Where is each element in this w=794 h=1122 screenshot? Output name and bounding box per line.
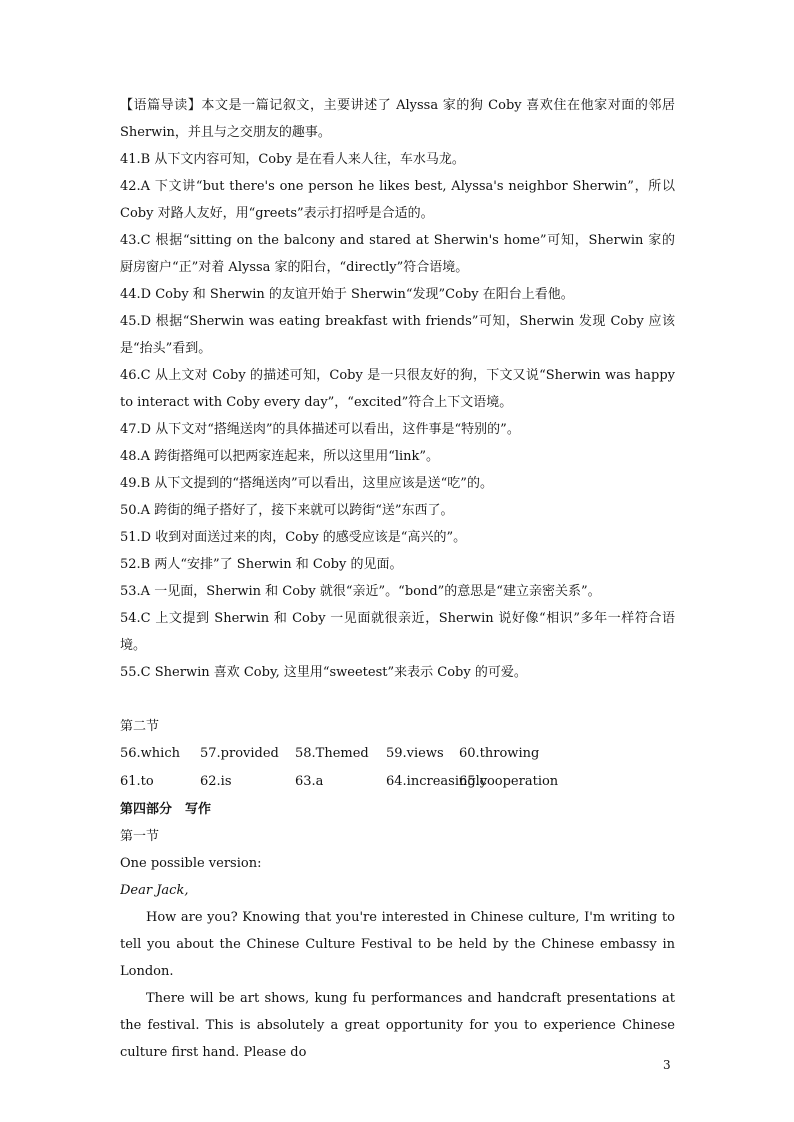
- essay-lead: One possible version:: [120, 856, 262, 871]
- answer-cell: 61.to: [120, 774, 154, 789]
- answer-item: 46.C 从上文对 Coby 的描述可知，Coby 是一只很友好的狗，下文又说“Sherwin was happy to interact with Coby every day”，“excited”符合上下文语境。: [120, 368, 675, 410]
- answer-cell: 65.cooperation: [459, 774, 559, 789]
- page-number: 3: [663, 1058, 671, 1072]
- essay-salutation: Dear Jack,: [120, 883, 189, 898]
- essay-paragraph: How are you? Knowing that you're interested in Chinese culture, I'm writing to tell you about the Chinese Culture Festival to be held by the Chinese embassy in London.: [120, 910, 675, 979]
- intro-heading: 【语篇导读】: [120, 98, 202, 113]
- reading-intro: [120, 92, 675, 146]
- section-two-title: 第二节: [120, 719, 160, 734]
- answer-item: 41.B 从下文内容可知，Coby 是在看人来人往，车水马龙。: [120, 152, 465, 167]
- answer-cell: 58.Themed: [295, 746, 369, 761]
- answer-item: 50.A 跨街的绳子搭好了，接下来就可以跨街“送”东西了。: [120, 503, 454, 518]
- section-two-answers: [120, 740, 675, 796]
- answer-cell: 62.is: [200, 774, 232, 789]
- answer-item: 43.C 根据“sitting on the balcony and stared at Sherwin's home”可知，Sherwin 家的厨房窗户“正”对着 Alyssa 家的阳台，“directly”符合语境。: [120, 233, 675, 275]
- answer-item: 42.A 下文讲“but there's one person he likes best, Alyssa's neighbor Sherwin”，所以 Coby 对路人友好，用“greets”表示打招呼是合适的。: [120, 179, 675, 221]
- answer-cell: 60.throwing: [459, 746, 540, 761]
- answer-cell: 63.a: [295, 774, 324, 789]
- answer-item: 53.A 一见面，Sherwin 和 Coby 就很“亲近”。“bond”的意思是“建立亲密关系”。: [120, 584, 601, 599]
- answer-item: 52.B 两人“安排”了 Sherwin 和 Coby 的见面。: [120, 557, 403, 572]
- section-one-title: 第一节: [120, 829, 160, 844]
- answer-cell: 59.views: [386, 746, 444, 761]
- answer-cell: 64.increasingly: [386, 774, 488, 789]
- essay-paragraph: There will be art shows, kung fu performances and handcraft presentations at the festival. This is absolutely a great opportunity for you to experience Chinese culture first hand. Please do: [120, 991, 675, 1060]
- answer-item: 47.D 从下文对“搭绳送肉”的具体描述可以看出，这件事是“特别的”。: [120, 422, 520, 437]
- document-page: [120, 92, 675, 1066]
- answer-item: 49.B 从下文提到的“搭绳送肉”可以看出，这里应该是送“吃”的。: [120, 476, 493, 491]
- answer-cell: 57.provided: [200, 746, 279, 761]
- answer-item: 55.C Sherwin 喜欢 Coby, 这里用“sweetest”来表示 Coby 的可爱。: [120, 665, 527, 680]
- answer-item: 48.A 跨街搭绳可以把两家连起来，所以这里用“link”。: [120, 449, 440, 464]
- part-four-title: 第四部分 写作: [120, 802, 212, 817]
- answer-cell: 56.which: [120, 746, 180, 761]
- answer-item: 51.D 收到对面送过来的肉，Coby 的感受应该是“高兴的”。: [120, 530, 467, 545]
- intro-text: 本文是一篇记叙文，主要讲述了 Alyssa 家的狗 Coby 喜欢住在他家对面的邻居 Sherwin，并且与之交朋友的趣事。: [120, 98, 675, 140]
- answer-list: [120, 146, 675, 686]
- spacer: [120, 686, 675, 713]
- answer-item: 44.D Coby 和 Sherwin 的友谊开始于 Sherwin“发现”Coby 在阳台上看他。: [120, 287, 574, 302]
- answer-item: 54.C 上文提到 Sherwin 和 Coby 一见面就很亲近，Sherwin 说好像“相识”多年一样符合语境。: [120, 611, 675, 653]
- answer-item: 45.D 根据“Sherwin was eating breakfast with friends”可知，Sherwin 发现 Coby 应该是“抬头”看到。: [120, 314, 675, 356]
